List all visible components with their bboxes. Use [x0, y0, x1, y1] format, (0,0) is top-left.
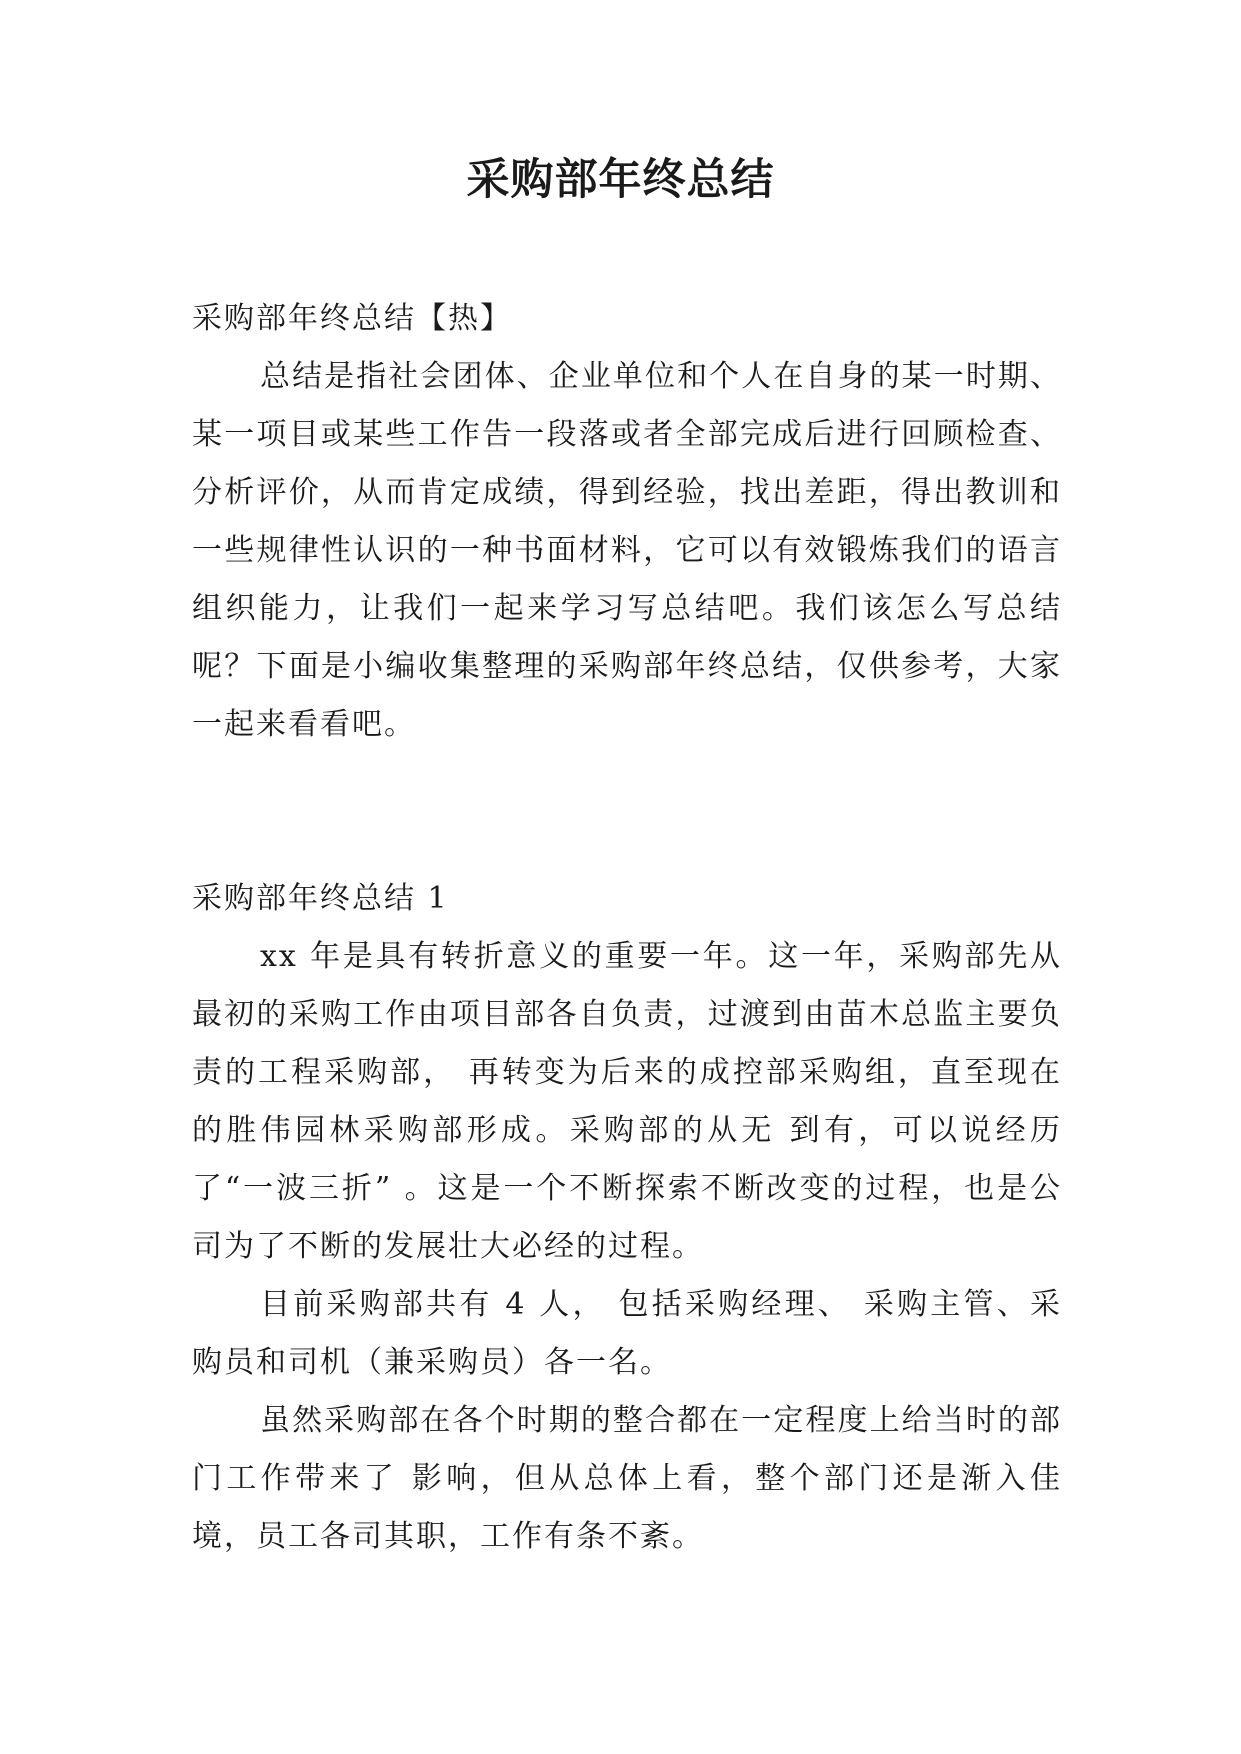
section-1-paragraph: 目前采购部共有 4 人， 包括采购经理、 采购主管、采购员和司机（兼采购员）各一名。: [192, 1287, 1062, 1380]
section-1-paragraph: xx 年是具有转折意义的重要一年。这一年，采购部先从最初的采购工作由项目部各自负责，过渡到由苗木总监主要负责的工程采购部， 再转变为后来的成控部采购组，直至现在的胜伟园林采购部形成。采购部的从无 到有，可以说经历了“一波三折” 。这是一个不断探索不断改变的过程，也是公 司为了不断的发展壮大必经的过程。: [192, 939, 1062, 1264]
document-title: 采购部年终总结: [466, 155, 775, 205]
intro-paragraph: 总结是指社会团体、企业单位和个人在自身的某一时期、某一项目或某些工作告一段落或者全部完成后进行回顾检查、分析评价，从而肯定成绩，得到经验，找出差距，得出教训和一些规律性认识的一种书面材料，它可以有效锻炼我们的语言组织能力，让我们一起来学习写总结吧。我们该怎么写总结呢？下面是小编收集整理的采购部年终总结，仅供参考，大家一起来看看吧。: [192, 359, 1062, 742]
section-1-heading: 采购部年终总结 1: [192, 881, 449, 916]
summary-section-1: [192, 870, 1062, 1566]
intro-section: [192, 290, 1062, 754]
intro-heading: 采购部年终总结【热】: [192, 301, 512, 336]
section-1-paragraph: 虽然采购部在各个时期的整合都在一定程度上给当时的部门工作带来了 影响，但从总体上看，整个部门还是渐入佳境，员工各司其职，工作有条不紊。: [192, 1403, 1062, 1554]
